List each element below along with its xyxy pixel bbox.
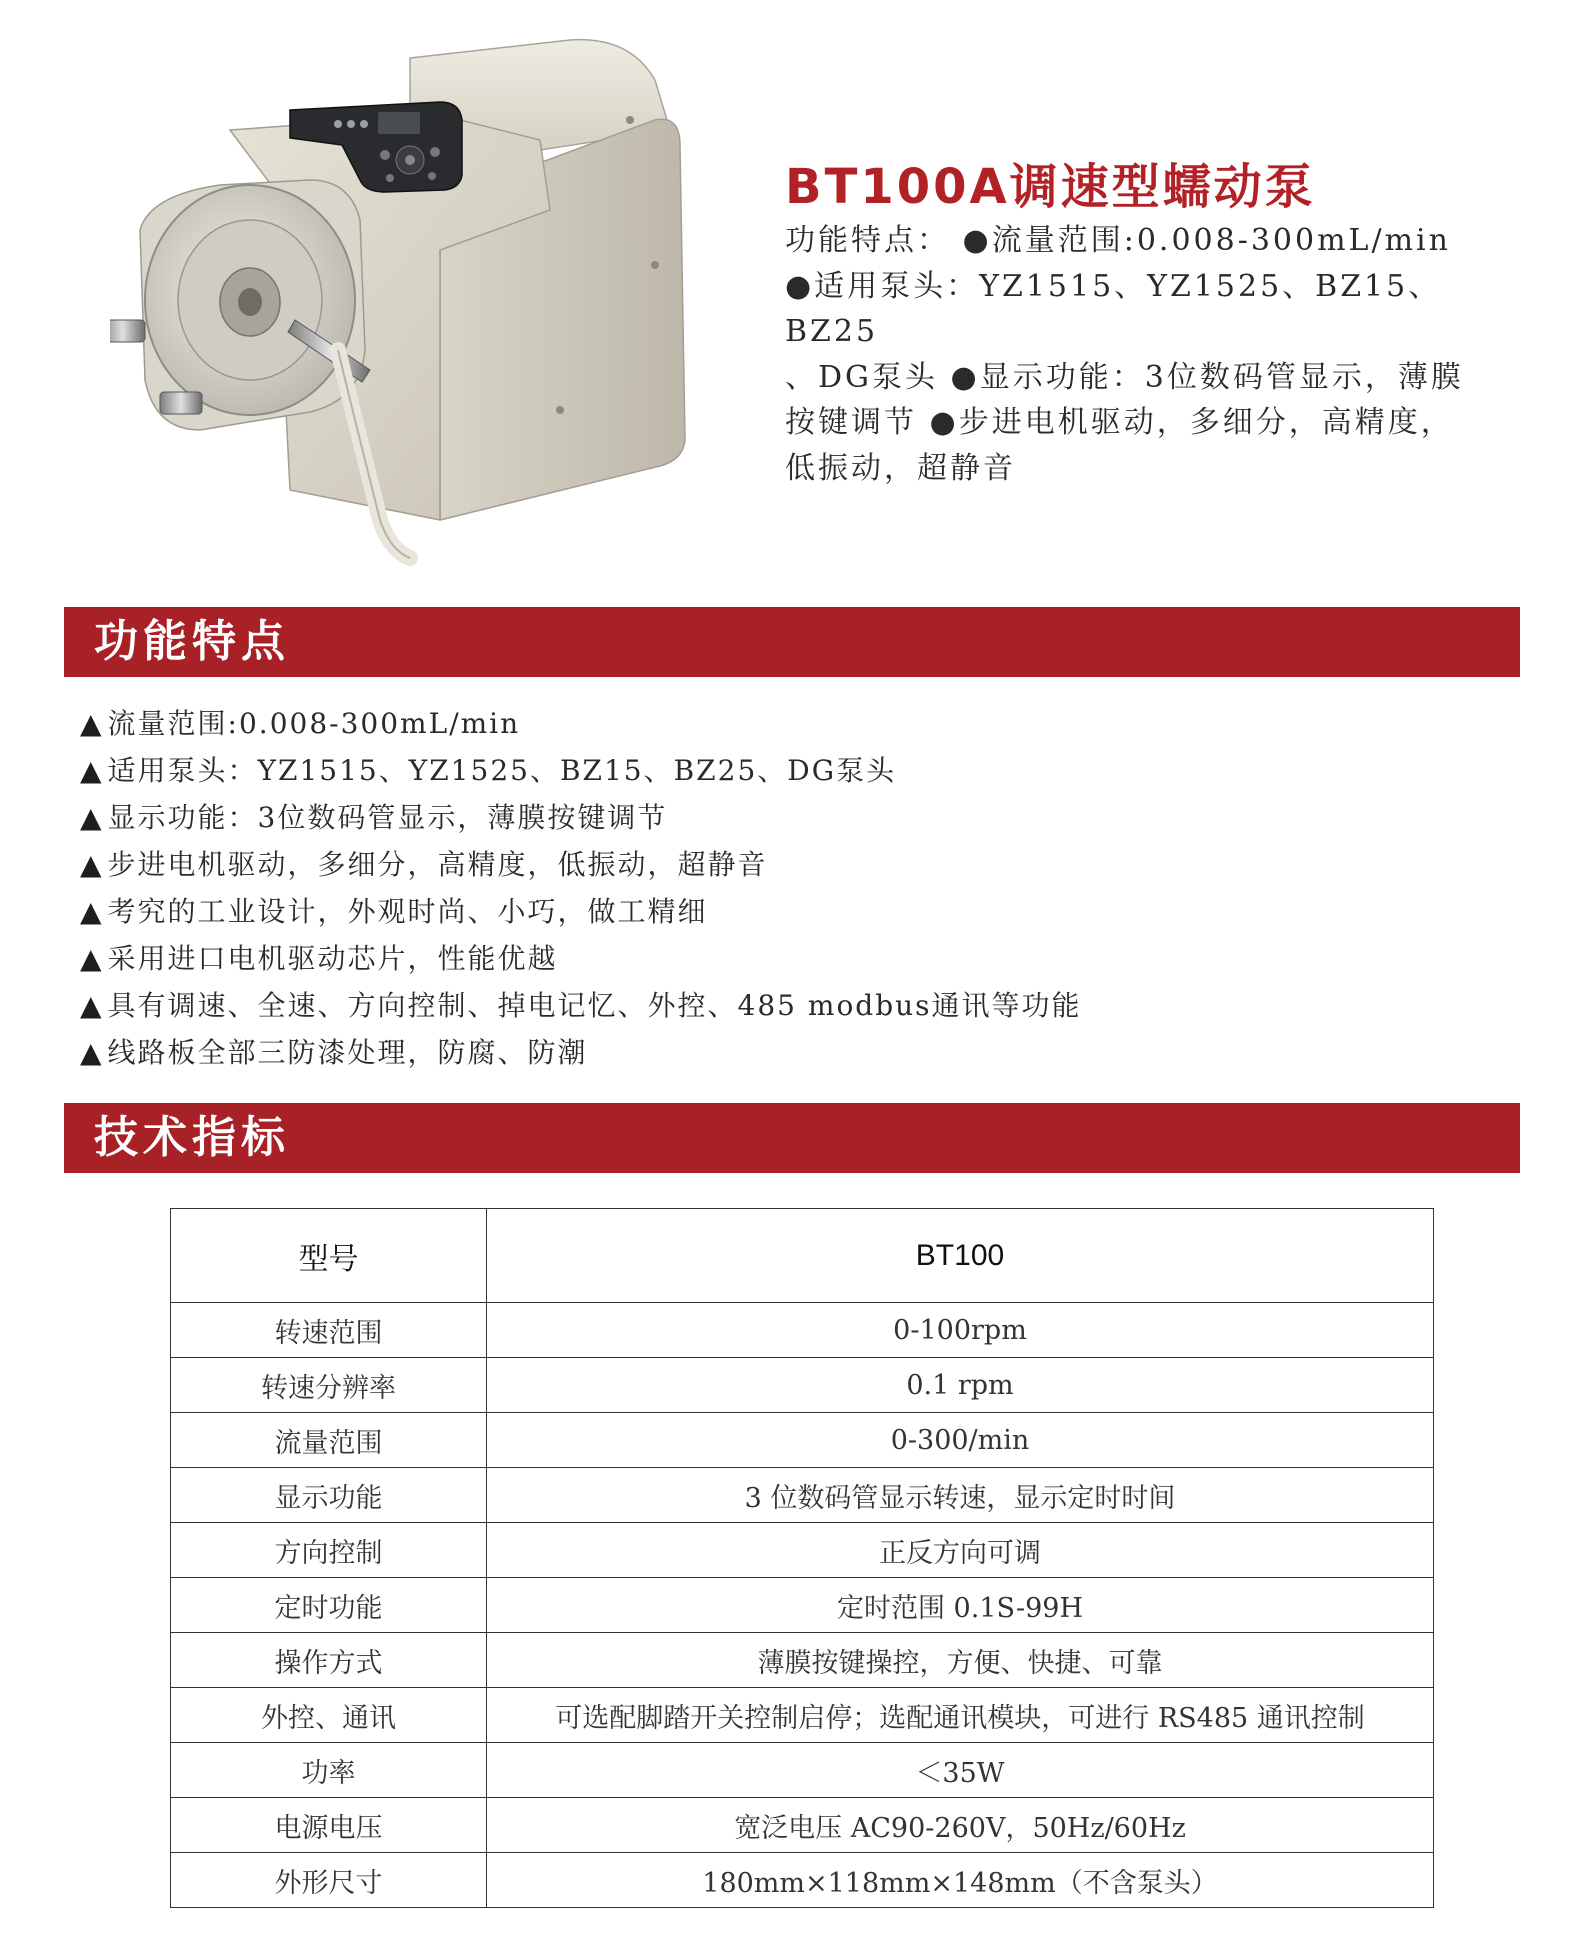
- spec-label: 方向控制: [171, 1523, 487, 1578]
- triangle-bullet-icon: ▲: [80, 848, 104, 881]
- spec-label: 外形尺寸: [171, 1853, 487, 1908]
- spec-label: 定时功能: [171, 1578, 487, 1633]
- feature-text: 适用泵头：YZ1515、YZ1525、BZ15、BZ25、DG泵头: [107, 754, 897, 787]
- feature-item: [80, 888, 1082, 935]
- feature-text: 线路板全部三防漆处理，防腐、防潮: [107, 1036, 588, 1069]
- feature-text: 考究的工业设计，外观时尚、小巧，做工精细: [107, 895, 708, 928]
- summary-line: ●适用泵头：YZ1515、YZ1525、BZ15、BZ25: [785, 268, 1442, 349]
- summary-line: 按键调节 ●步进电机驱动，多细分，高精度，: [785, 405, 1454, 440]
- table-row: [171, 1633, 1434, 1688]
- product-summary: [785, 218, 1520, 491]
- summary-line: 低振动，超静音: [785, 450, 1016, 486]
- table-row: [171, 1743, 1434, 1798]
- table-row: [171, 1578, 1434, 1633]
- spec-value: 定时范围 0.1S-99H: [487, 1578, 1434, 1633]
- spec-value: 0-300/min: [487, 1413, 1434, 1468]
- table-row: [171, 1358, 1434, 1413]
- spec-label: 转速分辨率: [171, 1358, 487, 1413]
- table-row: [171, 1303, 1434, 1358]
- triangle-bullet-icon: ▲: [80, 707, 104, 740]
- feature-item: [80, 1029, 1082, 1076]
- features-section-title: 功能特点: [94, 616, 290, 667]
- feature-item: [80, 794, 1082, 841]
- feature-list: [80, 700, 1082, 1076]
- spec-value: 0.1 rpm: [487, 1358, 1434, 1413]
- spec-label: 电源电压: [171, 1798, 487, 1853]
- feature-item: [80, 935, 1082, 982]
- specs-section-title: 技术指标: [94, 1112, 290, 1163]
- spec-label: 显示功能: [171, 1468, 487, 1523]
- spec-value: 宽泛电压 AC90-260V，50Hz/60Hz: [487, 1798, 1434, 1853]
- spec-label: 操作方式: [171, 1633, 487, 1688]
- spec-value: 可选配脚踏开关控制启停；选配通讯模块，可进行 RS485 通讯控制: [487, 1688, 1434, 1743]
- spec-table: [170, 1208, 1434, 1908]
- feature-text: 流量范围:0.008-300mL/min: [107, 707, 521, 740]
- triangle-bullet-icon: ▲: [80, 989, 104, 1022]
- spec-value: 180mm×118mm×148mm（不含泵头）: [487, 1853, 1434, 1908]
- features-section-header: [64, 607, 1520, 677]
- spec-value: 薄膜按键操控，方便、快捷、可靠: [487, 1633, 1434, 1688]
- specs-section-header: [64, 1103, 1520, 1173]
- spec-header-value: BT100: [487, 1209, 1434, 1303]
- feature-item: [80, 747, 1082, 794]
- feature-text: 显示功能：3位数码管显示，薄膜按键调节: [107, 801, 668, 834]
- product-title: BT100A调速型蠕动泵: [785, 159, 1316, 215]
- spec-value: 正反方向可调: [487, 1523, 1434, 1578]
- summary-line: 功能特点： ●流量范围:0.008-300mL/min: [785, 223, 1451, 258]
- feature-text: 采用进口电机驱动芯片，性能优越: [107, 942, 558, 975]
- spec-table-header-row: [171, 1209, 1434, 1303]
- feature-item: [80, 982, 1082, 1029]
- table-row: [171, 1798, 1434, 1853]
- spec-label: 外控、通讯: [171, 1688, 487, 1743]
- summary-line: 、DG泵头 ●显示功能：3位数码管显示，薄膜: [785, 359, 1464, 395]
- triangle-bullet-icon: ▲: [80, 1036, 104, 1069]
- triangle-bullet-icon: ▲: [80, 754, 104, 787]
- feature-text: 具有调速、全速、方向控制、掉电记忆、外控、485 modbus通讯等功能: [107, 989, 1082, 1022]
- feature-item: [80, 841, 1082, 888]
- triangle-bullet-icon: ▲: [80, 895, 104, 928]
- table-row: [171, 1413, 1434, 1468]
- spec-value: 0-100rpm: [487, 1303, 1434, 1358]
- feature-item: [80, 700, 1082, 747]
- spec-label: 流量范围: [171, 1413, 487, 1468]
- spec-value: 3 位数码管显示转速，显示定时时间: [487, 1468, 1434, 1523]
- peristaltic-pump-image: [110, 20, 710, 580]
- table-row: [171, 1523, 1434, 1578]
- triangle-bullet-icon: ▲: [80, 942, 104, 975]
- spec-label: 功率: [171, 1743, 487, 1798]
- table-row: [171, 1853, 1434, 1908]
- spec-header-label: 型号: [171, 1209, 487, 1303]
- table-row: [171, 1468, 1434, 1523]
- triangle-bullet-icon: ▲: [80, 801, 104, 834]
- spec-value: ＜35W: [487, 1743, 1434, 1798]
- spec-label: 转速范围: [171, 1303, 487, 1358]
- feature-text: 步进电机驱动，多细分，高精度，低振动，超静音: [107, 848, 768, 881]
- table-row: [171, 1688, 1434, 1743]
